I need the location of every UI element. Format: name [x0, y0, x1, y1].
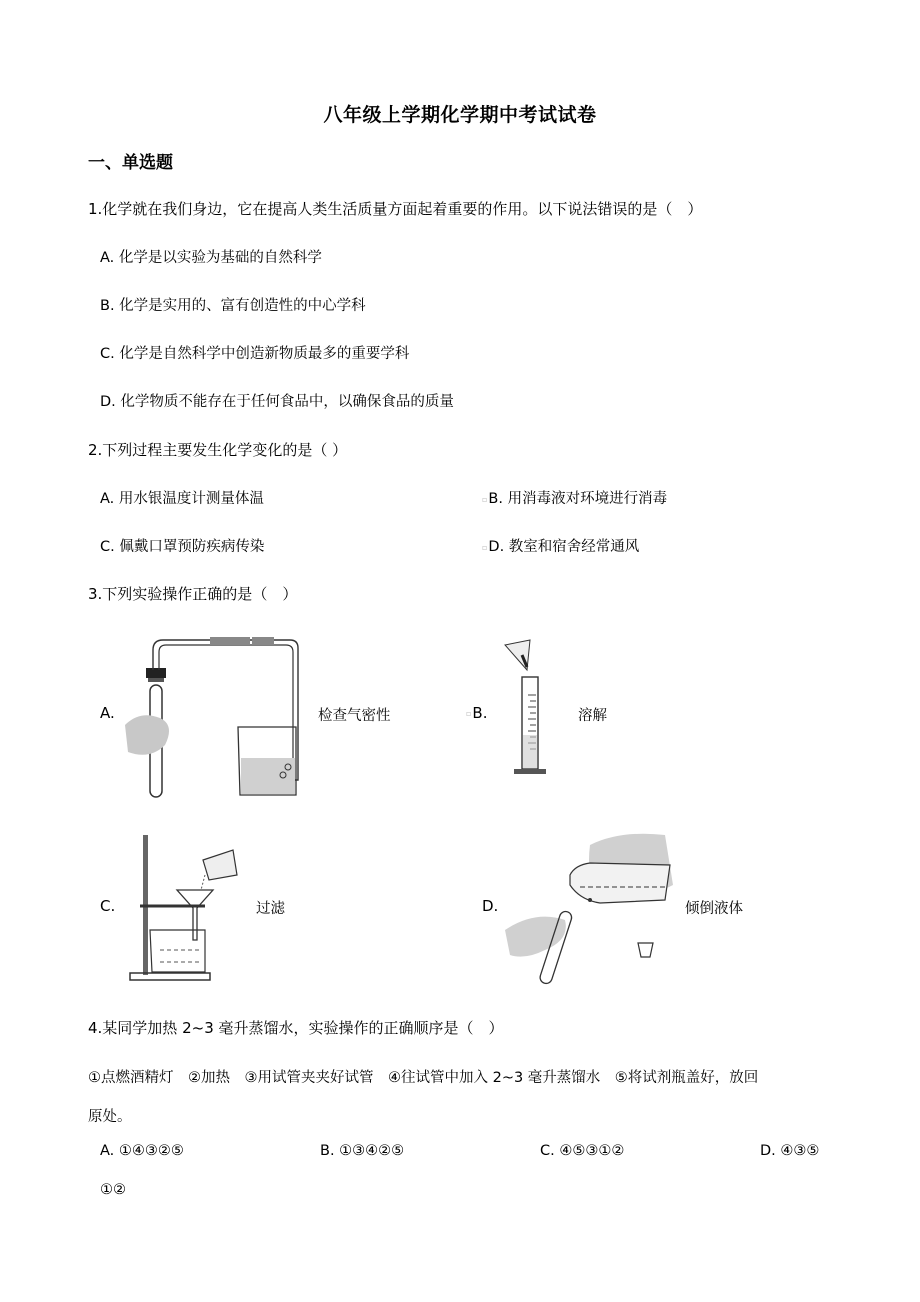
- anchor-mark-icon: ▫: [466, 709, 472, 718]
- question-2-option-d: [482, 535, 639, 556]
- pouring-liquid-figure: [505, 825, 675, 990]
- anchor-mark-icon: ▫: [482, 542, 488, 552]
- filtration-apparatus-figure: [125, 830, 255, 985]
- graduated-cylinder-dissolving-figure: [500, 635, 560, 780]
- page-title: 八年级上学期化学期中考试试卷: [323, 104, 597, 126]
- question-2-option-b-text: B. 用消毒液对环境进行消毒: [488, 491, 668, 507]
- section-heading: 一、单选题: [88, 153, 173, 173]
- question-1-option-d: D. 化学物质不能存在于任何食品中，以确保食品的质量: [100, 394, 454, 410]
- question-4-option-d: D. ④③⑤: [760, 1143, 820, 1159]
- question-2-option-a: A. 用水银温度计测量体温: [100, 491, 264, 507]
- question-1-stem: 1.化学就在我们身边，它在提高人类生活质量方面起着重要的作用。以下说法错误的是（ ）: [88, 200, 703, 218]
- question-3-option-c-letter: C.: [100, 897, 116, 915]
- question-2-stem: 2.下列过程主要发生化学变化的是（ ）: [88, 441, 348, 459]
- question-4-steps-line-2: 原处。: [88, 1109, 132, 1125]
- question-2-option-b: [482, 487, 667, 508]
- question-1-option-a: A. 化学是以实验为基础的自然科学: [100, 250, 322, 266]
- question-3-option-b-letter: ▫B.: [466, 704, 488, 722]
- question-3-option-d-letter: D.: [482, 897, 499, 915]
- question-2-option-c: C. 佩戴口罩预防疾病传染: [100, 539, 265, 555]
- question-3-option-c-caption: 过滤: [256, 901, 285, 917]
- question-3-option-a-letter: A.: [100, 704, 115, 722]
- question-4-steps-line-1: ①点燃酒精灯 ②加热 ③用试管夹夹好试管 ④往试管中加入 2~3 毫升蒸馏水 ⑤将试剂瓶盖好，放回: [88, 1070, 759, 1086]
- question-3-option-a-caption: 检查气密性: [318, 708, 391, 724]
- question-4-option-c: C. ④⑤③①②: [540, 1143, 625, 1159]
- question-3-option-d-caption: 倾倒液体: [685, 901, 743, 917]
- question-4-stem: 4.某同学加热 2~3 毫升蒸馏水，实验操作的正确顺序是（ ）: [88, 1019, 504, 1037]
- question-3-stem: 3.下列实验操作正确的是（ ）: [88, 585, 298, 603]
- question-3-option-b-caption: 溶解: [578, 708, 607, 724]
- question-2-option-d-text: D. 教室和宿舍经常通风: [488, 539, 640, 555]
- question-4-option-d-continued: ①②: [100, 1182, 126, 1198]
- question-1-option-b: B. 化学是实用的、富有创造性的中心学科: [100, 298, 366, 314]
- question-1-option-c: C. 化学是自然科学中创造新物质最多的重要学科: [100, 346, 410, 362]
- question-4-option-b: B. ①③④②⑤: [320, 1143, 405, 1159]
- question-4-option-a: A. ①④③②⑤: [100, 1143, 184, 1159]
- gas-tightness-check-figure: [120, 630, 310, 805]
- anchor-mark-icon: ▫: [482, 494, 488, 504]
